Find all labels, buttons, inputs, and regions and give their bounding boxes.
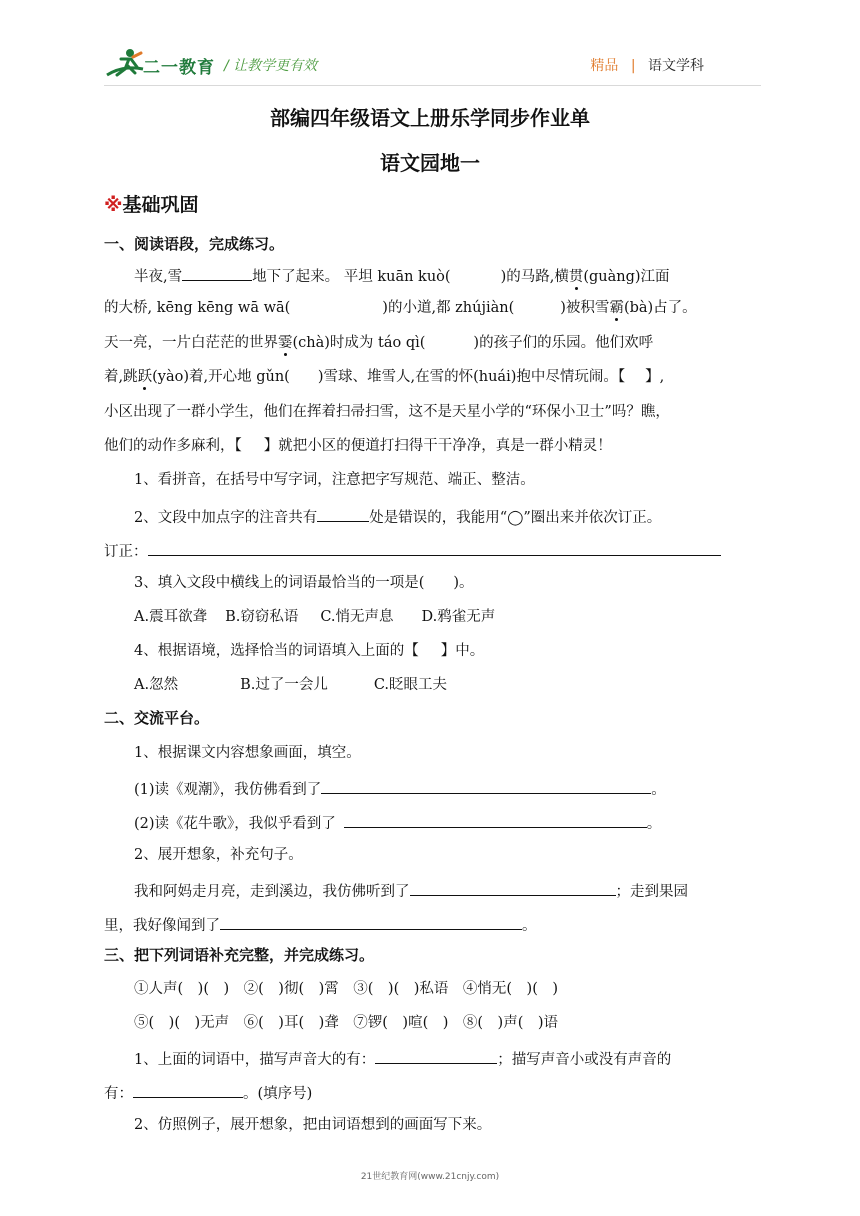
- q1-item-2-fix: [104, 537, 721, 561]
- passage-line-5: 小区出现了一群小学生，他们在挥着扫帚扫雪，这不是天星小学的“环保小卫士”吗？瞧，: [104, 404, 670, 420]
- item-text: 。: [646, 816, 662, 832]
- q1-item-4: [104, 639, 484, 660]
- section-mark: ※: [104, 194, 123, 216]
- passage-text: 】就把小区的便道打扫得干干净净，真是一群小精灵！: [263, 438, 612, 454]
- brand-separator: |: [630, 58, 636, 74]
- passage-text: 半夜,雪: [134, 269, 183, 285]
- item-text: 4、根据语境，选择恰当的词语填入上面的【: [134, 643, 419, 659]
- passage-text: (yào)着,开心地 gǔn(: [152, 369, 290, 385]
- option-a[interactable]: A.忽然: [134, 677, 179, 693]
- brand-tag: 精品: [590, 58, 619, 74]
- q1-item-4-options: [134, 673, 447, 694]
- q3-heading: 三、把下列词语补充完整，并完成练习。: [104, 946, 375, 964]
- q1-heading: 一、阅读语段，完成练习。: [104, 235, 285, 253]
- fix-blank[interactable]: [148, 537, 721, 556]
- q2-item-1a: [134, 775, 666, 799]
- passage-text: 他们的动作多麻利，【: [104, 438, 242, 454]
- header-divider: [104, 85, 761, 86]
- dotted-char: 霎: [278, 335, 293, 351]
- item-text: 。: [522, 918, 537, 934]
- q1-item-3-options: [134, 605, 495, 626]
- passage-text: 地下了起来。 平坦 kuān kuò(: [252, 269, 451, 285]
- option-c[interactable]: C.悄无声息: [320, 609, 394, 625]
- passage-text: 的大桥, kēng kēng wā wā(: [104, 300, 291, 316]
- option-c[interactable]: C.眨眼工夫: [373, 677, 448, 693]
- passage-text: (guàng)江面: [583, 269, 670, 285]
- page-title: 部编四年级语文上册乐学同步作业单: [270, 106, 590, 130]
- q2-sentence-1: [104, 877, 688, 901]
- option-b[interactable]: B.窃窃私语: [225, 609, 299, 625]
- logo-text: 二一教育: [143, 58, 215, 78]
- q3-row-2: ⑤( )( )无声 ⑥( )耳( )聋 ⑦锣( )喧( ) ⑧( )声( )语: [134, 1015, 559, 1031]
- dotted-char: 贯: [568, 269, 584, 285]
- answer-blank[interactable]: [344, 809, 647, 828]
- answer-blank[interactable]: [220, 911, 522, 930]
- item-text: 我和阿妈走月亮，走到溪边，我仿佛听到了: [134, 884, 410, 900]
- section-basic: [104, 190, 199, 217]
- q3-item-2: 2、仿照例子，展开想象，把由词语想到的画面写下来。: [134, 1117, 492, 1133]
- item-text: ；走到果园: [615, 884, 688, 900]
- page-footer: 21世纪教育网(www.21cnjy.com): [360, 1172, 500, 1182]
- item-text: 。: [651, 782, 666, 798]
- option-b[interactable]: B.过了一会儿: [240, 677, 328, 693]
- section-basic-label: 基础巩固: [122, 194, 199, 216]
- brand-label: [590, 55, 704, 75]
- slogan: / 让教学更有效: [224, 58, 318, 74]
- page-subtitle: 语文园地一: [380, 151, 480, 175]
- passage-text: )的孩子们的乐园。他们欢呼: [473, 335, 654, 351]
- item-text: 1、上面的词语中，描写声音大的有：: [134, 1052, 376, 1068]
- answer-blank[interactable]: [321, 775, 651, 794]
- fix-label: 订正：: [104, 544, 148, 560]
- passage-text: 着,跳: [104, 369, 138, 385]
- passage-text: )雪球、堆雪人,在雪的怀(huái)抱中尽情玩闹。【: [317, 369, 626, 385]
- passage-text: )的小道,都 zhújiàn(: [382, 300, 515, 316]
- q1-item-3: 3、填入文段中横线上的词语最恰当的一项是( )。: [134, 575, 474, 591]
- dotted-char: 跃: [137, 369, 153, 385]
- item-text: 2、文段中加点字的注音共有: [134, 510, 318, 526]
- page-header: [0, 0, 860, 90]
- passage-text: )的马路,横: [500, 269, 569, 285]
- subject-label: 语文学科: [648, 58, 704, 74]
- passage-text: )被积雪: [560, 300, 610, 316]
- passage-text: (chà)时成为 táo qì(: [292, 335, 426, 351]
- q2-item-2: 2、展开想象，补充句子。: [134, 847, 303, 863]
- item-text: 里，我好像闻到了: [104, 918, 220, 934]
- item-text: (2)读《花牛歌》，我似乎看到了: [134, 816, 336, 832]
- passage-line-6: [104, 434, 612, 455]
- dotted-char: 霸: [609, 300, 624, 316]
- passage-line-3: [104, 331, 653, 352]
- q3-row-1: ①人声( )( ) ②( )彻( )霄 ③( )( )私语 ④悄无( )( ): [134, 981, 559, 997]
- passage-text: (bà)占了。: [623, 300, 697, 316]
- q3-item-1-cont: [104, 1079, 312, 1103]
- fill-blank[interactable]: [182, 262, 252, 281]
- item-text: 处是错误的，我能用“◯”圈出来并依次订正。: [369, 510, 662, 526]
- option-d[interactable]: D.鸦雀无声: [421, 609, 496, 625]
- passage-text: 天一亮，一片白茫茫的世界: [104, 335, 278, 351]
- q2-item-1: 1、根据课文内容想象画面，填空。: [134, 745, 361, 761]
- q2-heading: 二、交流平台。: [104, 709, 210, 727]
- item-text: (1)读《观潮》，我仿佛看到了: [134, 782, 322, 798]
- q1-item-1: 1、看拼音，在括号中写字词，注意把字写规范、端正、整洁。: [134, 472, 535, 488]
- answer-blank[interactable]: [375, 1045, 497, 1064]
- passage-line-2: [104, 296, 697, 317]
- answer-blank[interactable]: [133, 1079, 243, 1098]
- item-text: ；描写声音小或没有声音的: [497, 1052, 672, 1068]
- passage-line-4: [104, 365, 664, 386]
- q3-item-1: [104, 1045, 671, 1069]
- q2-item-1b: [134, 809, 661, 833]
- q1-item-2: [104, 503, 661, 527]
- count-blank[interactable]: [317, 503, 369, 522]
- q2-sentence-2: [104, 911, 537, 935]
- item-text: 。(填序号): [243, 1086, 313, 1102]
- item-text: 有：: [104, 1086, 133, 1102]
- passage-line-1: [104, 262, 670, 286]
- item-text: 】中。: [440, 643, 485, 659]
- answer-blank[interactable]: [410, 877, 616, 896]
- option-a[interactable]: A.震耳欲聋: [134, 609, 208, 625]
- passage-text: 】,: [645, 369, 665, 385]
